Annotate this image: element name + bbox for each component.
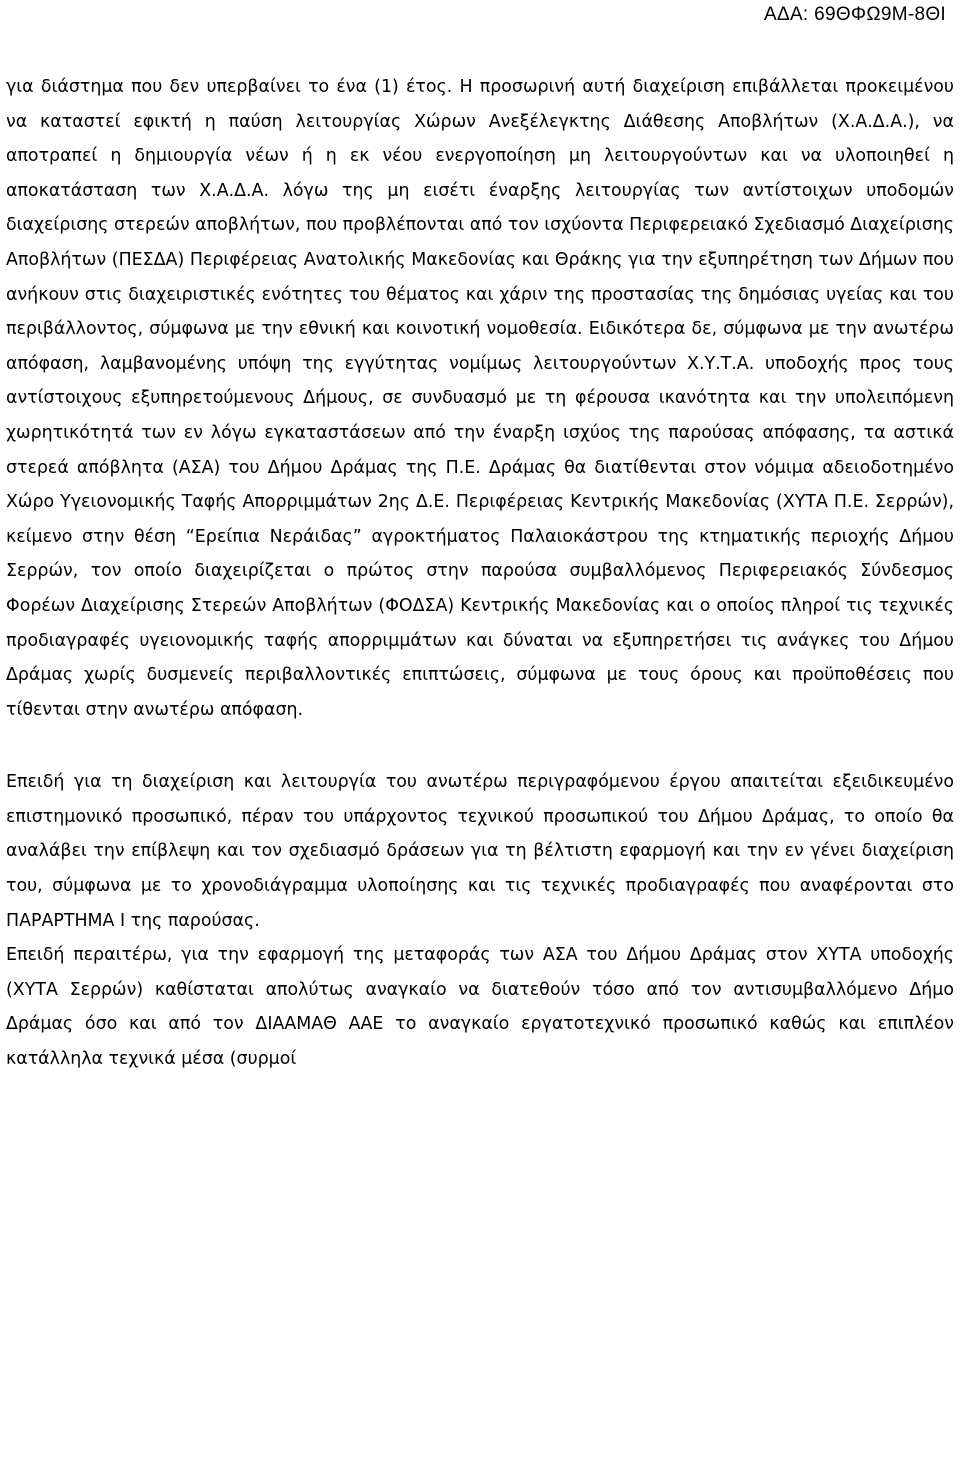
paragraph-2: Επειδή για τη διαχείριση και λειτουργία του ανωτέρω περιγραφόμενου έργου απαιτείται εξειδικευμένο επιστημονικό προσωπικό, πέραν του υπάρχοντος τεχνικού προσωπικού του Δήμου Δράμας, το οποίο θα αναλάβει την επίβλεψη και τον σχεδιασμό δράσεων για τη βέλτιστη εφαρμογή και την εν γένει διαχείριση του, σύμφωνα με το χρονοδιάγραμμα υλοποίησης και τις τεχνικές προδιαγραφές που αναφέρονται στο ΠΑΡΑΡΤΗΜΑ Ι της παρούσας. (6, 772, 954, 931)
paragraph-1: για διάστημα που δεν υπερβαίνει το ένα (1) έτος. Η προσωρινή αυτή διαχείριση επιβάλλεται προκειμένου να καταστεί εφικτή η παύση λειτουργίας Χώρων Ανεξέλεγκτης Διάθεσης Αποβλήτων (Χ.Α.Δ.Α.), να αποτραπεί η δημιουργία νέων ή η εκ νέου ενεργοποίηση μη λειτουργούντων και να υλοποιηθεί η αποκατάσταση των Χ.Α.Δ.Α. λόγω της μη εισέτι έναρξης λειτουργίας των αντίστοιχων υποδομών διαχείρισης στερεών αποβλήτων, που προβλέπονται από τον ισχύοντα Περιφερειακό Σχεδιασμό Διαχείρισης Αποβλήτων (ΠΕΣΔΑ) Περιφέρειας Ανατολικής Μακεδονίας και Θράκης για την εξυπηρέτηση των Δήμων που ανήκουν στις διαχειριστικές ενότητες του θέματος και χάριν της προστασίας της δημόσιας υγείας και του περιβάλλοντος, σύμφωνα με την εθνική και κοινοτική νομοθεσία. Ειδικότερα δε, σύμφωνα με την ανωτέρω απόφαση, λαμβανομένης υπόψη της εγγύτητας νομίμως λειτουργούντων Χ.Υ.Τ.Α. υποδοχής προς τους αντίστοιχους εξυπηρετούμενους Δήμους, σε συνδυασμό με τη φέρουσα ικανότητα και την υπολειπόμενη χωρητικότητά των εν λόγω εγκαταστάσεων από την έναρξη ισχύος της παρούσας απόφασης, τα αστικά στερεά απόβλητα (ΑΣΑ) του Δήμου Δράμας της Π.Ε. Δράμας θα διατίθενται στον νόμιμα αδειοδοτημένο Χώρο Υγειονομικής Ταφής Απορριμμάτων 2ης Δ.Ε. Περιφέρειας Κεντρικής Μακεδονίας (ΧΥΤΑ Π.Ε. Σερρών), κείμενο στην θέση “Ερείπια Νεράιδας” αγροκτήματος Παλαιοκάστρου της κτηματικής περιοχής Δήμου Σερρών, τον οποίο διαχειρίζεται ο πρώτος στην παρούσα συμβαλλόμενος Περιφερειακός Σύνδεσμος Φορέων Διαχείρισης Στερεών Αποβλήτων (ΦΟΔΣΑ) Κεντρικής Μακεδονίας και ο οποίος πληροί τις τεχνικές προδιαγραφές υγειονομικής ταφής απορριμμάτων και δύναται να εξυπηρετήσει τις ανάγκες του Δήμου Δράμας χωρίς δυσμενείς περιβαλλοντικές επιπτώσεις, σύμφωνα με τους όρους και προϋποθέσεις που τίθενται στην ανωτέρω απόφαση. (6, 77, 954, 720)
document-body (6, 70, 954, 1077)
ada-code: ΑΔΑ: 69ΘΦΩ9Μ-8ΘΙ (763, 4, 946, 25)
paragraph-3: Επειδή περαιτέρω, για την εφαρμογή της μεταφοράς των ΑΣΑ του Δήμου Δράμας στον ΧΥΤΑ υποδοχής (ΧΥΤΑ Σερρών) καθίσταται απολύτως αναγκαίο να διατεθούν τόσο από τον αντισυμβαλλόμενο Δήμο Δράμας όσο και από τον ΔΙΑΑΜΑΘ ΑΑΕ το αναγκαίο εργατοτεχνικό προσωπικό καθώς και επιπλέον κατάλληλα τεχνικά μέσα (συρμοί (6, 945, 954, 1070)
